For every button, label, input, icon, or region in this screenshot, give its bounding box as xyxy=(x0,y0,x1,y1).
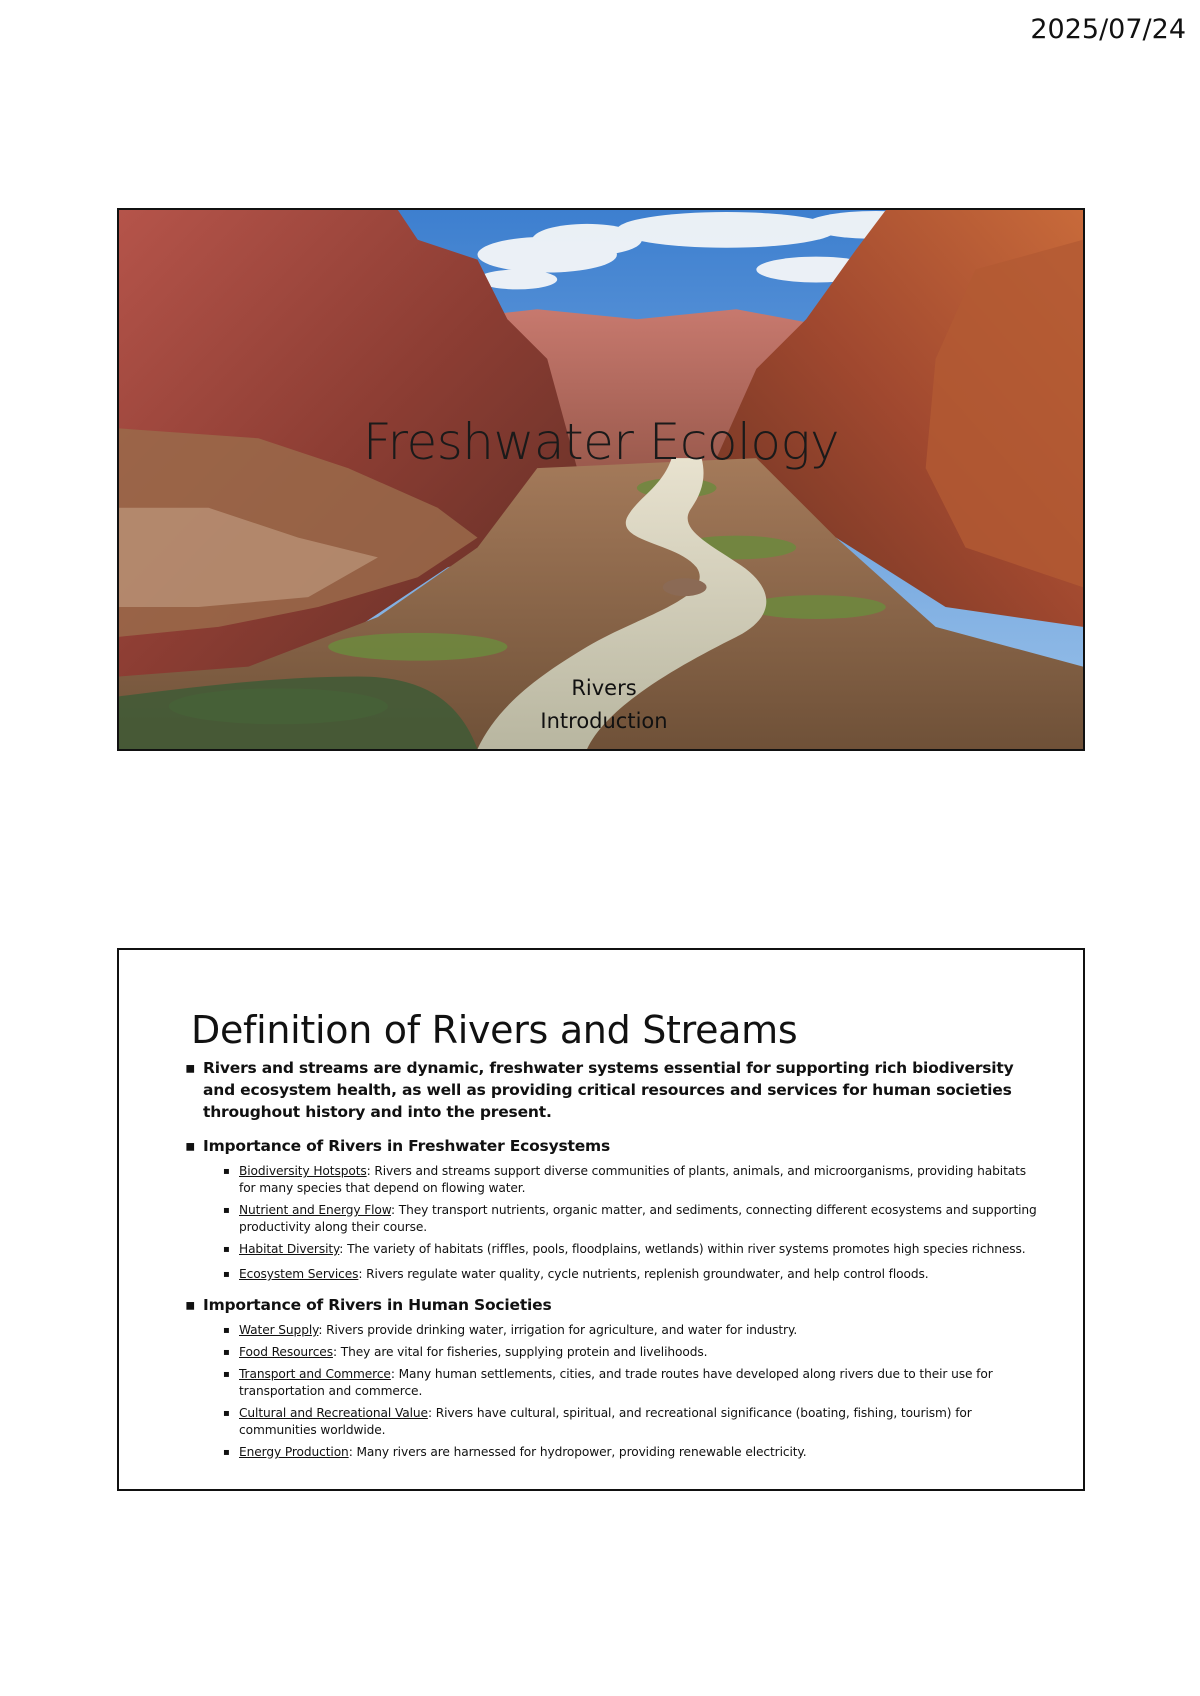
bullet-icon: ▪ xyxy=(223,1166,230,1177)
bullet-icon: ▪ xyxy=(223,1447,230,1458)
section-heading: ▪ Importance of Rivers in Freshwater Ecosystems xyxy=(185,1137,611,1155)
list-item: ▪ Food Resources: They are vital for fisheries, supplying protein and livelihoods. xyxy=(223,1345,708,1359)
canyon-river-image xyxy=(119,210,1083,749)
bullet-icon: ▪ xyxy=(223,1408,230,1419)
slide-subtitle-line1: Rivers xyxy=(571,676,637,700)
list-item: ▪ Water Supply: Rivers provide drinking water, irrigation for agriculture, and water for industry. xyxy=(223,1323,798,1337)
list-item: ▪ Cultural and Recreational Value: Rivers have cultural, spiritual, and recreational significance (boating, fishing, tourism) for communities worldwide. xyxy=(223,1406,972,1437)
slide-body xyxy=(181,1057,1037,1466)
bullet-icon: ▪ xyxy=(223,1325,230,1336)
title-slide xyxy=(117,208,1085,751)
intro-text: Rivers and streams are dynamic, freshwater systems essential for supporting rich biodiversity and ecosystem health, as well as providing critical resources and services for human societies throughout history and into the present. xyxy=(203,1059,1014,1121)
bullet-icon: ▪ xyxy=(223,1347,230,1358)
list-item: ▪ Energy Production: Many rivers are harnessed for hydropower, providing renewable electricity. xyxy=(223,1445,807,1459)
list-item: ▪ Biodiversity Hotspots: Rivers and streams support diverse communities of plants, animals, and microorganisms, providing habitats for many species that depend on flowing water. xyxy=(223,1164,1027,1195)
bullet-icon: ▪ xyxy=(185,1137,196,1155)
definition-slide xyxy=(117,948,1085,1491)
section-heading: ▪ Importance of Rivers in Human Societies xyxy=(185,1296,552,1314)
bullet-icon: ▪ xyxy=(185,1296,196,1314)
bullet-icon: ▪ xyxy=(185,1059,196,1077)
list-item: ▪ Nutrient and Energy Flow: They transport nutrients, organic matter, and sediments, connecting different ecosystems and supporting productivity along their course. xyxy=(223,1203,1037,1234)
bullet-icon: ▪ xyxy=(223,1269,230,1280)
bullet-icon: ▪ xyxy=(223,1244,230,1255)
list-item: ▪ Ecosystem Services: Rivers regulate water quality, cycle nutrients, replenish groundwater, and help control floods. xyxy=(223,1267,929,1281)
intro-bullet xyxy=(181,1057,1037,1123)
bullet-icon: ▪ xyxy=(223,1369,230,1380)
print-date: 2025/07/24 xyxy=(1030,14,1186,45)
bullet-icon: ▪ xyxy=(223,1205,230,1216)
slide-subtitle-line2: Introduction xyxy=(540,709,668,733)
list-item: ▪ Habitat Diversity: The variety of habitats (riffles, pools, floodplains, wetlands) within river systems promotes high species richness. xyxy=(223,1242,1026,1256)
list-item: ▪ Transport and Commerce: Many human settlements, cities, and trade routes have developed along rivers due to their use for transportation and commerce. xyxy=(223,1367,993,1398)
slide-title: Definition of Rivers and Streams xyxy=(191,1008,798,1052)
slide-title: Freshwater Ecology xyxy=(362,413,840,471)
